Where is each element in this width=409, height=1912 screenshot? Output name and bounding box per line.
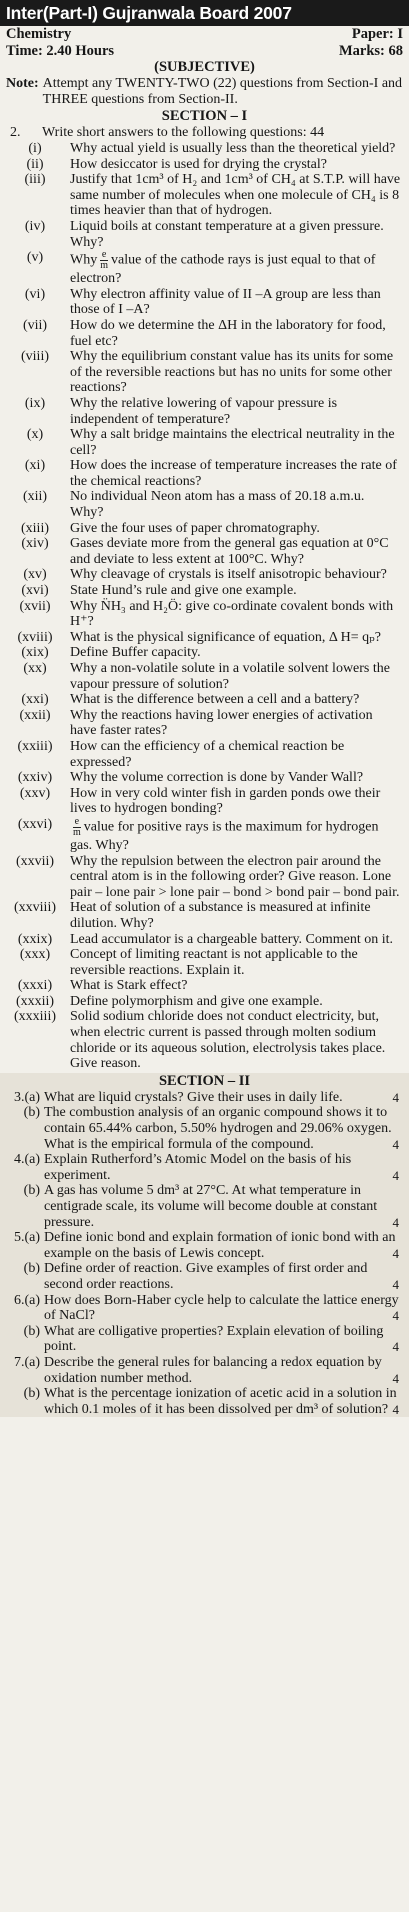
long-question-body [44,1324,399,1355]
long-question-number: (b) [23,1323,40,1339]
fraction-numerator: e [101,249,107,261]
long-question-number: 7.(a) [13,1354,40,1370]
time-label: Time: 2.40 Hours [6,42,115,59]
short-question-text: What is the difference between a cell and a battery? [70,692,360,708]
roman-numeral: (xx) [23,661,47,676]
short-question-text: How in very cold winter fish in garden ponds owe their lives to hydrogen bonding? [70,785,381,817]
short-question-item [0,978,409,994]
short-question-item [0,157,409,173]
short-question-text: What is the physical significance of equation, Δ H= qₚ? [70,629,381,645]
short-question-item [0,854,409,901]
long-question-text: The combustion analysis of an organic compound shows it to contain 65.44% carbon, 5.50% hydrogen and 29.06% oxygen. What is the empirical formula of the compound. [44,1105,392,1152]
short-question-item [0,318,409,349]
short-question-text [70,250,401,287]
short-question-item [0,708,409,739]
question-2-prompt [0,125,409,141]
short-question-text: Why the volume correction is done by Vander Wall? [70,770,364,786]
long-question-body [44,1261,399,1292]
long-question-text: What are colligative properties? Explain elevation of boiling point. [44,1323,384,1355]
roman-numeral: (xxii) [19,707,51,723]
short-question-text: Why the relative lowering of vapour pressure is independent of temperature? [70,395,338,427]
short-question-item [0,349,409,396]
fraction-numerator: e [74,815,80,827]
roman-numeral: (vii) [22,317,48,333]
note-text: Attempt any TWENTY-TWO (22) questions from Section-I and THREE questions from Section-II. [42,76,403,107]
short-question-item [0,583,409,599]
long-question-number: (b) [23,1183,40,1199]
long-question-number: 3.(a) [13,1089,40,1105]
roman-numeral: (iii) [24,172,46,188]
section-2 [0,1073,409,1417]
short-question-item [0,599,409,630]
roman-numeral: (xi) [24,458,46,474]
roman-numeral: (xxviii) [14,900,56,916]
section-2-title: SECTION – II [158,1072,251,1089]
short-question-text: Why actual yield is usually less than the theoretical yield? [70,141,396,156]
roman-numeral: (xxxiii) [14,1009,56,1025]
long-question-number: (b) [23,1261,40,1277]
long-question-item [0,1183,409,1230]
roman-numeral: (xiv) [21,536,49,552]
short-question-item [0,427,409,458]
long-question-body [44,1230,399,1261]
question-number: 2. [10,125,21,140]
marks-value: 4 [392,1245,399,1261]
short-question-text: State Hund’s rule and give one example. [70,583,297,599]
short-question-item [0,250,409,287]
long-question-item [0,1230,409,1261]
long-question-number: 5.(a) [13,1230,40,1246]
roman-numeral: (xv) [23,567,47,583]
long-question-number: 4.(a) [13,1152,40,1168]
short-question-text: Gases deviate more from the general gas equation at 0°C and deviate to less extent at 100°C. Why? [70,536,389,567]
paper-banner: Inter(Part-I) Gujranwala Board 2007 [0,0,409,26]
note-label: Note: [6,76,39,91]
roman-numeral: (xxiv) [17,770,53,786]
section-1-title: SECTION – I [161,108,248,124]
short-question-text: How does the increase of temperature increases the rate of the chemical reactions? [70,458,397,489]
short-question-item [0,770,409,786]
short-question-text: Heat of solution of a substance is measured at infinite dilution. Why? [70,900,371,931]
long-question-item [0,1261,409,1292]
long-question-text: Describe the general rules for balancing a redox equation by oxidation number method. [44,1354,382,1386]
marks-value: 4 [392,1276,399,1292]
question-prefix: Why [70,252,98,268]
part-heading: (SUBJECTIVE) [154,59,255,75]
long-question-text: What is the percentage ionization of acetic acid in a solution in which 0.1 moles of it has been dissolved per dm³ of solution? [44,1386,397,1417]
roman-numeral: (xxvii) [15,853,55,869]
short-question-item [0,932,409,948]
long-question-item [0,1324,409,1355]
long-question-body [44,1183,399,1230]
question-rest: value of the cathode rays is just equal to that of electron? [70,252,376,287]
long-question-item [0,1355,409,1386]
short-question-text: Why a non-volatile solute in a volatile solvent lowers the vapour pressure of solution? [70,661,390,692]
roman-numeral: (xxxi) [17,978,53,994]
short-question-item [0,219,409,250]
question-text: Write short answers to the following questions: 44 [42,125,325,140]
short-question-text: Liquid boils at constant temperature at a given pressure. Why? [70,218,384,250]
paper-meta [0,26,409,59]
long-question-number: (b) [23,1386,40,1402]
short-question-text: What is Stark effect? [70,978,188,994]
long-question-item [0,1090,409,1106]
roman-numeral: (xix) [21,645,49,661]
short-question-item [0,645,409,661]
long-question-list [0,1090,409,1417]
roman-numeral: (xiii) [21,520,49,536]
short-question-text: Define polymorphism and give one example. [70,993,323,1009]
roman-numeral: (xxx) [19,947,51,963]
marks-value: 4 [392,1214,399,1230]
short-question-item [0,900,409,931]
marks-value: 4 [392,1089,399,1105]
short-question-text: How do we determine the ΔH in the laboratory for food, fuel etc? [70,317,386,349]
instruction-note [0,76,409,108]
short-question-item [0,786,409,817]
short-question-item [0,739,409,770]
long-question-body [44,1293,399,1324]
short-question-text: Lead accumulator is a chargeable battery. Comment on it. [70,931,394,947]
short-question-item [0,817,409,854]
short-question-text: Why a salt bridge maintains the electrical neutrality in the cell? [70,427,395,458]
short-question-item [0,489,409,520]
short-question-text: Why electron affinity value of II –A group are less than those of I –A? [70,286,381,318]
roman-numeral: (xxv) [19,785,51,801]
long-question-text: A gas has volume 5 dm³ at 27°C. At what temperature in centigrade scale, its volume will become double at constant pressure. [44,1183,378,1230]
fraction-denominator: m [100,260,108,272]
short-question-item [0,536,409,567]
long-question-body [44,1152,399,1183]
short-question-text: How desiccator is used for drying the crystal? [70,156,327,172]
e-over-m-fraction [100,250,108,271]
marks-value: 4 [392,1339,399,1355]
paper-label: Paper: I [351,26,403,42]
roman-numeral: (xxxii) [15,993,55,1009]
long-question-number: 6.(a) [13,1292,40,1308]
e-over-m-fraction [73,817,81,838]
roman-numeral: (vi) [24,286,46,302]
long-question-text: Explain Rutherford’s Atomic Model on the basis of his experiment. [44,1152,352,1183]
roman-numeral: (ix) [24,395,46,411]
long-question-body [44,1105,399,1152]
short-question-list [0,141,409,1072]
roman-numeral: (ii) [26,156,44,172]
short-question-text: Why cleavage of crystals is itself anisotropic behaviour? [70,567,387,583]
marks-value: 4 [392,1308,399,1324]
short-question-text: Why the equilibrium constant value has its units for some of the reversible reactions but has no units for some other reactions? [70,349,394,396]
roman-numeral: (iv) [24,218,46,234]
short-question-text: How can the efficiency of a chemical reaction be expressed? [70,738,345,770]
roman-numeral: (xxiii) [17,738,53,754]
short-question-text: Justify that 1cm³ of H₂ and 1cm³ of CH₄ at S.T.P. will have same number of molecules when one molecule of CH₄ is 8 times heavier than that of hydrogen. [70,172,401,219]
subject-label: Chemistry [6,26,72,42]
short-question-item [0,141,409,157]
long-question-item [0,1293,409,1324]
roman-numeral: (viii) [21,349,49,365]
long-question-text: Define ionic bond and explain formation of ionic bond with an example on the basis of Lewis concept. [44,1230,396,1261]
roman-numeral: (xii) [22,489,48,505]
marks-value: 4 [392,1136,399,1152]
long-question-item [0,1386,409,1417]
roman-numeral: (v) [26,250,44,266]
roman-numeral: (xvi) [21,583,49,599]
short-question-item [0,287,409,318]
short-question-item [0,661,409,692]
roman-numeral: (x) [26,427,44,443]
short-question-text: No individual Neon atom has a mass of 20.18 a.m.u. Why? [70,489,365,521]
short-question-item [0,521,409,537]
fraction-denominator: m [73,826,81,838]
short-question-item [0,630,409,646]
short-question-text: Give the four uses of paper chromatography. [70,520,320,536]
long-question-number: (b) [23,1105,40,1121]
short-question-item [0,172,409,219]
marks-value: 4 [392,1167,399,1183]
long-question-item [0,1152,409,1183]
short-question-text: Concept of limiting reactant is not applicable to the reversible reactions. Explain it. [70,947,358,978]
question-rest: value for positive rays is the maximum for hydrogen gas. Why? [70,819,379,853]
roman-numeral: (xxvi) [17,816,53,832]
roman-numeral: (xxix) [17,931,53,947]
short-question-text: Why the reactions having lower energies of activation have faster rates? [70,707,373,739]
short-question-text: Why the repulsion between the electron pair around the central atom is in the following order? Give reason. Lone pair – lone pair > lone pair – bond > bond pair – bond pair. [70,853,400,900]
marks-label: Marks: 68 [338,42,403,59]
long-question-text: What are liquid crystals? Give their uses in daily life. [44,1089,343,1105]
roman-numeral: (xvii) [19,598,51,614]
short-question-text: Define Buffer capacity. [70,645,201,661]
long-question-item [0,1105,409,1152]
long-question-body [44,1386,399,1417]
marks-value: 4 [392,1370,399,1386]
roman-numeral: (xxi) [21,692,49,708]
short-question-item [0,947,409,978]
long-question-body [44,1090,399,1106]
short-question-item [0,567,409,583]
roman-numeral: (xviii) [17,629,53,645]
short-question-item [0,396,409,427]
roman-numeral: (i) [28,141,42,156]
short-question-item [0,692,409,708]
short-question-item [0,1009,409,1071]
marks-value: 4 [392,1401,399,1417]
short-question-text: Solid sodium chloride does not conduct electricity, but, when electric current is passed through molten sodium chloride or its aqueous solution, electrolysis takes place. Give reason. [70,1009,386,1072]
short-question-item [0,994,409,1010]
short-question-text: Why N̈H₃ and H₂Ö: give co-ordinate covalent bonds with H⁺? [70,598,394,630]
long-question-text: How does Born-Haber cycle help to calculate the lattice energy of NaCl? [44,1292,399,1324]
short-question-item [0,458,409,489]
long-question-text: Define order of reaction. Give examples of first order and second order reactions. [44,1261,368,1292]
short-question-text [70,817,401,854]
long-question-body [44,1355,399,1386]
